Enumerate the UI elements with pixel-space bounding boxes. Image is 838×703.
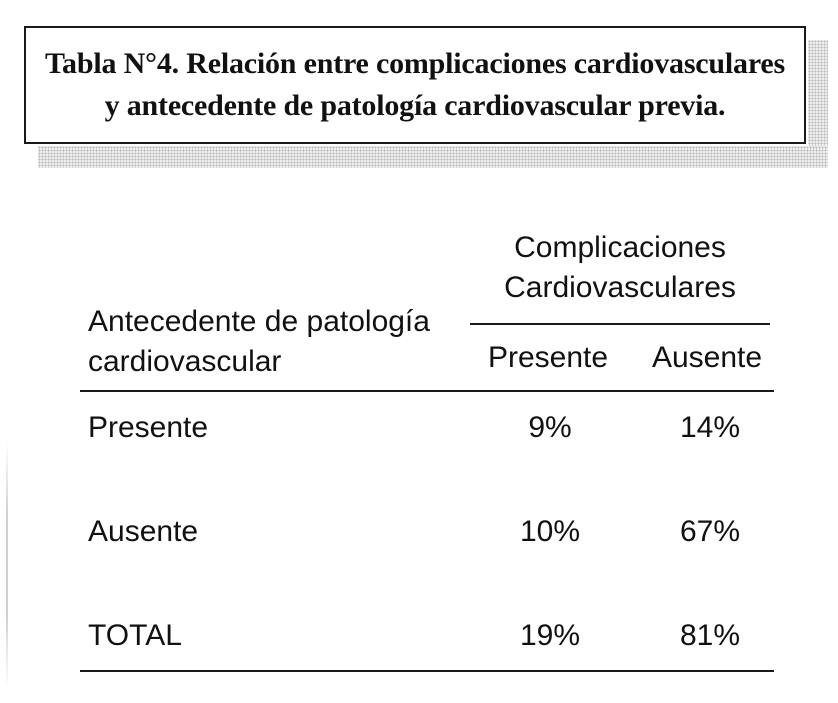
row-header-line-2: cardiovascular xyxy=(88,345,282,378)
bottom-rule xyxy=(80,670,774,672)
column-group-header-line-1: Complicaciones xyxy=(514,231,726,264)
table-cell: 67% xyxy=(679,515,741,548)
row-header-line-1: Antecedente de patología xyxy=(88,305,430,338)
table-title-box xyxy=(24,26,806,144)
table-cell: 10% xyxy=(519,515,581,548)
table-cell: 14% xyxy=(679,411,741,444)
column-group-rule xyxy=(470,323,770,325)
header-rule xyxy=(80,390,774,392)
scan-edge-mark xyxy=(6,440,8,690)
table-cell: 19% xyxy=(519,619,581,652)
title-box-shadow xyxy=(38,146,828,168)
row-label: Ausente xyxy=(88,515,199,548)
table-cell: 81% xyxy=(679,619,741,652)
row-header xyxy=(88,302,430,382)
column-header-presente: Presente xyxy=(487,341,609,374)
table-title-line-1: Tabla N°4. Relación entre complicaciones cardiovasculares xyxy=(45,47,785,80)
column-group-header xyxy=(470,228,770,308)
table-title-line-2: y antecedente de patología cardiovascular previa. xyxy=(104,89,726,122)
row-label: Presente xyxy=(88,411,209,444)
table-cell: 9% xyxy=(528,411,572,444)
column-header-ausente: Ausente xyxy=(651,341,763,374)
row-label-total: TOTAL xyxy=(88,619,182,652)
column-group-header-line-2: Cardiovasculares xyxy=(504,271,736,304)
title-box-shadow-side xyxy=(808,40,828,150)
